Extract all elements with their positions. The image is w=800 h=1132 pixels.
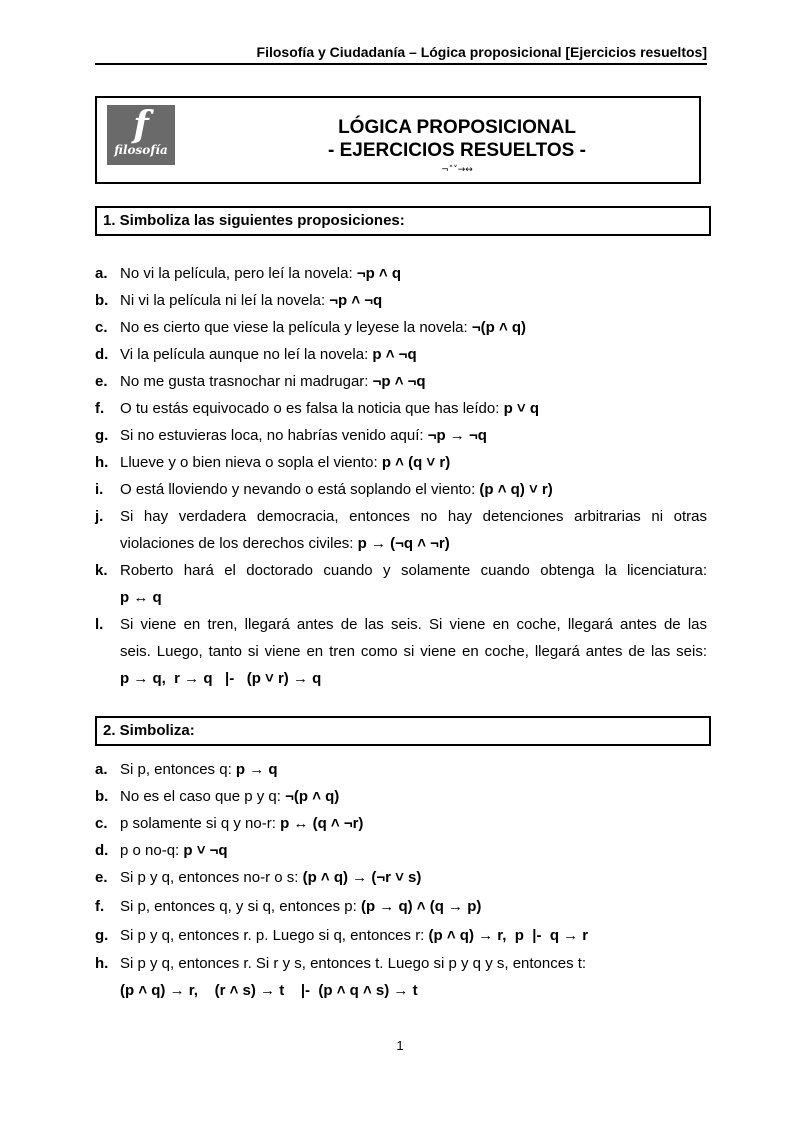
item-letter: a. (95, 761, 108, 778)
item-formula: ¬p ˄ q (356, 265, 401, 282)
item-letter: e. (95, 869, 108, 886)
item-text: No es cierto que viese la película y leyese la novela: (120, 319, 472, 336)
item-text: No vi la película, pero leí la novela: (120, 265, 357, 282)
list-item (95, 476, 707, 503)
item-formula: p ↔ (q ˄ ¬r) (280, 815, 364, 832)
list-item (95, 783, 707, 810)
filosofia-logo (107, 105, 175, 165)
item-text: Roberto hará el doctorado cuando y solamente cuando obtenga la licenciatura: (120, 562, 707, 579)
item-formula: ¬(p ˄ q) (471, 319, 527, 336)
item-text: Si p y q, entonces r. p. Luego si q, entonces r: (120, 927, 429, 944)
item-letter: l. (95, 616, 104, 633)
item-formula: p → q (235, 761, 278, 778)
item-formula: ¬p ˄ ¬q (329, 292, 383, 309)
item-text: p solamente si q y no-r: (120, 815, 281, 832)
item-text: Si no estuvieras loca, no habrías venido aquí: (120, 427, 428, 444)
item-text: Llueve y o bien nieva o sopla el viento: (120, 454, 382, 471)
item-letter: i. (95, 481, 104, 498)
item-text-continued: seis. Luego, tanto si viene en tren como si viene en coche, llegará antes de las seis: (120, 643, 707, 660)
item-formula: p ↔ q (120, 589, 162, 606)
item-letter: h. (95, 454, 109, 471)
item-text: Ni vi la película ni leí la novela: (120, 292, 330, 309)
list-item (95, 368, 707, 395)
section-2-heading: 2. Simboliza: (95, 716, 711, 746)
list-item (95, 422, 707, 449)
item-formula: ¬p → ¬q (427, 427, 487, 444)
list-item (95, 503, 707, 557)
section-1-heading: 1. Simboliza las siguientes proposiciones: (95, 206, 711, 236)
document-title (277, 116, 637, 175)
item-formula: (p → q) ˄ (q → p) (360, 898, 482, 915)
logo-mark: f (133, 104, 149, 146)
item-letter: d. (95, 842, 109, 859)
item-formula: (p ˄ q) → r, (r ˄ s) → t |- (p ˄ q ˄ s) → t (120, 982, 418, 999)
list-item (95, 893, 707, 920)
item-formula: p → q, r → q |- (p ˅ r) → q (120, 670, 322, 687)
page-number: 1 (396, 1038, 404, 1053)
item-text: p o no-q: (120, 842, 184, 859)
item-letter: f. (95, 400, 105, 417)
logo-word: filosofía (114, 143, 168, 157)
list-item (95, 950, 707, 1004)
list-item (95, 837, 707, 864)
item-letter: c. (95, 815, 108, 832)
item-text: Si p, entonces q, y si q, entonces p: (120, 898, 361, 915)
list-item (95, 260, 707, 287)
item-text: Si p, entonces q: (120, 761, 236, 778)
item-text: Si p y q, entonces r. Si r y s, entonces t. Luego si p y q y s, entonces t: (120, 955, 587, 972)
list-item (95, 395, 707, 422)
item-letter: f. (95, 898, 105, 915)
item-letter: c. (95, 319, 108, 336)
title-box (95, 96, 701, 184)
list-item (95, 611, 707, 692)
item-text: Si viene en tren, llegará antes de las seis. Si viene en coche, llegará antes de las (120, 616, 707, 633)
item-formula: ¬(p ˄ q) (285, 788, 340, 805)
item-letter: b. (95, 788, 109, 805)
list-item (95, 864, 707, 891)
item-formula: p ˄ ¬q (372, 346, 417, 363)
item-letter: e. (95, 373, 108, 390)
list-item (95, 314, 707, 341)
item-formula: (p ˄ q) → r, p |- q → r (428, 927, 589, 944)
item-formula: p ˅ ¬q (183, 842, 228, 859)
list-item (95, 810, 707, 837)
item-text: Si hay verdadera democracia, entonces no hay detenciones arbitrarias ni otras (120, 508, 707, 525)
item-text: No es el caso que p y q: (120, 788, 286, 805)
list-item (95, 341, 707, 368)
item-letter: g. (95, 427, 109, 444)
title-line-2: - EJERCICIOS RESUELTOS - (328, 140, 586, 161)
item-letter: g. (95, 927, 109, 944)
item-formula: ¬p ˄ ¬q (372, 373, 426, 390)
item-formula: p ˄ (q ˅ r) (381, 454, 451, 471)
list-item (95, 449, 707, 476)
item-formula: (p ˄ q) ˅ r) (479, 481, 553, 498)
title-symbols: ¬˄˅→↔ (441, 165, 473, 175)
title-line-1: LÓGICA PROPOSICIONAL (338, 117, 576, 138)
item-letter: j. (95, 508, 104, 525)
item-formula: (p ˄ q) → (¬r ˅ s) (302, 869, 422, 886)
item-letter: d. (95, 346, 109, 363)
item-letter: b. (95, 292, 109, 309)
item-text-continued: violaciones de los derechos civiles: (120, 535, 358, 552)
running-header: Filosofía y Ciudadanía – Lógica proposicional [Ejercicios resueltos] (95, 44, 707, 65)
item-text: O tu estás equivocado o es falsa la noticia que has leído: (120, 400, 504, 417)
item-formula: p → (¬q ˄ ¬r) (357, 535, 450, 552)
item-text: No me gusta trasnochar ni madrugar: (120, 373, 373, 390)
item-formula: p ˅ q (503, 400, 539, 417)
list-item (95, 922, 707, 949)
list-item (95, 287, 707, 314)
list-item (95, 557, 707, 611)
item-text: Si p y q, entonces no-r o s: (120, 869, 303, 886)
item-text: Vi la película aunque no leí la novela: (120, 346, 373, 363)
list-item (95, 756, 707, 783)
item-letter: k. (95, 562, 108, 579)
item-text: O está lloviendo y nevando o está soplando el viento: (120, 481, 480, 498)
item-letter: h. (95, 955, 109, 972)
item-letter: a. (95, 265, 108, 282)
